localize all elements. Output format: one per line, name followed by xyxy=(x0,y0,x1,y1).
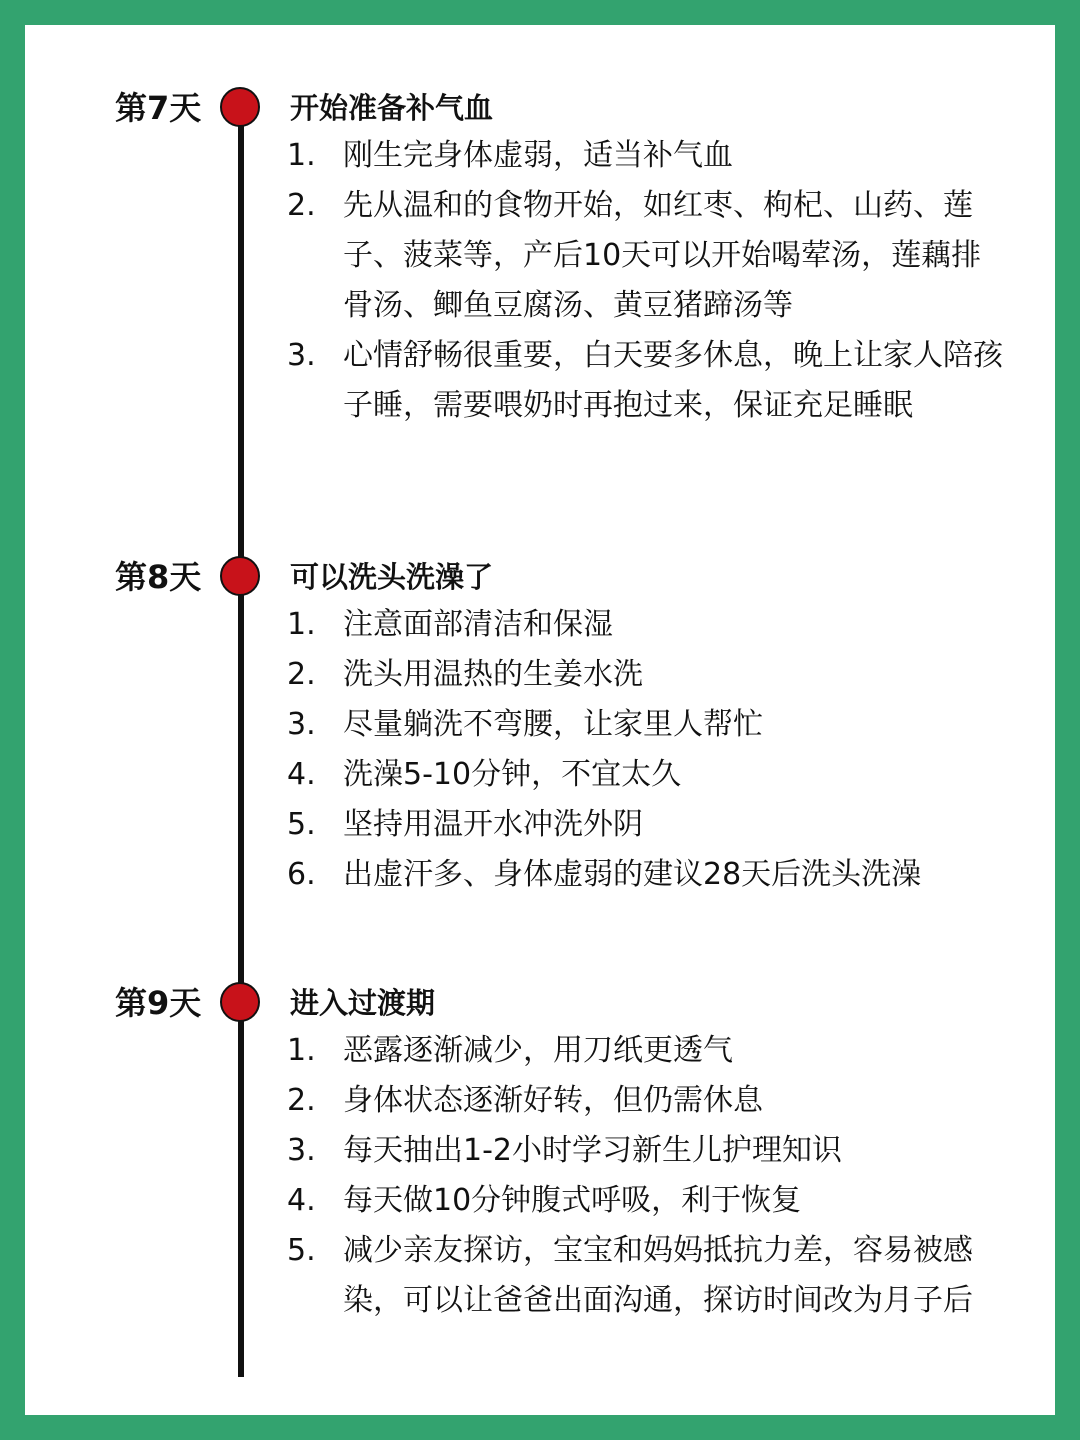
list-item xyxy=(287,1076,1007,1126)
list-item xyxy=(287,181,1007,331)
item-text: 尽量躺洗不弯腰，让家里人帮忙 xyxy=(343,707,763,742)
list-item xyxy=(287,1126,1007,1176)
item-text: 洗头用温热的生姜水洗 xyxy=(343,657,643,692)
day-label: 第8天 xyxy=(115,558,202,596)
list-item xyxy=(287,750,1007,800)
item-text: 洗澡5-10分钟，不宜太久 xyxy=(343,757,682,792)
item-text: 心情舒畅很重要，白天要多休息，晚上让家人陪孩子睡，需要喂奶时再抱过来，保证充足睡眠 xyxy=(343,338,1003,423)
item-number: 2. xyxy=(287,188,316,223)
item-text: 先从温和的食物开始，如红枣、枸杞、山药、莲子、菠菜等，产后10天可以开始喝荤汤，莲藕排骨汤、鲫鱼豆腐汤、黄豆猪蹄汤等 xyxy=(343,188,982,323)
item-text: 每天做10分钟腹式呼吸，利于恢复 xyxy=(343,1183,802,1218)
item-number: 2. xyxy=(287,657,316,692)
list-item xyxy=(287,131,1007,181)
day-label: 第7天 xyxy=(115,89,202,127)
list-item xyxy=(287,650,1007,700)
list-item xyxy=(287,600,1007,650)
day-label: 第9天 xyxy=(115,984,202,1022)
item-number: 6. xyxy=(287,857,316,892)
item-list xyxy=(287,600,1007,900)
item-text: 恶露逐渐减少，用刀纸更透气 xyxy=(343,1033,733,1068)
item-number: 5. xyxy=(287,807,316,842)
item-number: 4. xyxy=(287,1183,316,1218)
item-number: 3. xyxy=(287,1133,316,1168)
item-list xyxy=(287,1026,1007,1326)
item-text: 出虚汗多、身体虚弱的建议28天后洗头洗澡 xyxy=(343,857,922,892)
timeline-dot xyxy=(220,982,260,1022)
list-item xyxy=(287,331,1007,431)
item-number: 1. xyxy=(287,1033,316,1068)
item-number: 3. xyxy=(287,707,316,742)
list-item xyxy=(287,1176,1007,1226)
section-title: 可以洗头洗澡了 xyxy=(290,560,494,594)
item-text: 每天抽出1-2小时学习新生儿护理知识 xyxy=(343,1133,842,1168)
timeline-dot xyxy=(220,556,260,596)
timeline-dot xyxy=(220,87,260,127)
item-text: 坚持用温开水冲洗外阴 xyxy=(343,807,643,842)
item-text: 身体状态逐渐好转，但仍需休息 xyxy=(343,1083,763,1118)
section-title: 进入过渡期 xyxy=(290,986,436,1020)
timeline-line xyxy=(238,107,244,1377)
item-text: 注意面部清洁和保湿 xyxy=(343,607,613,642)
item-text: 减少亲友探访，宝宝和妈妈抵抗力差，容易被感染，可以让爸爸出面沟通，探访时间改为月子后 xyxy=(343,1233,973,1318)
item-text: 刚生完身体虚弱，适当补气血 xyxy=(343,138,733,173)
list-item xyxy=(287,700,1007,750)
item-number: 2. xyxy=(287,1083,316,1118)
section-title: 开始准备补气血 xyxy=(290,91,494,125)
list-item xyxy=(287,800,1007,850)
list-item xyxy=(287,850,1007,900)
item-number: 4. xyxy=(287,757,316,792)
list-item xyxy=(287,1226,1007,1326)
item-number: 3. xyxy=(287,338,316,373)
list-item xyxy=(287,1026,1007,1076)
item-number: 1. xyxy=(287,138,316,173)
page-card xyxy=(25,25,1055,1415)
item-number: 5. xyxy=(287,1233,316,1268)
item-list xyxy=(287,131,1007,431)
item-number: 1. xyxy=(287,607,316,642)
